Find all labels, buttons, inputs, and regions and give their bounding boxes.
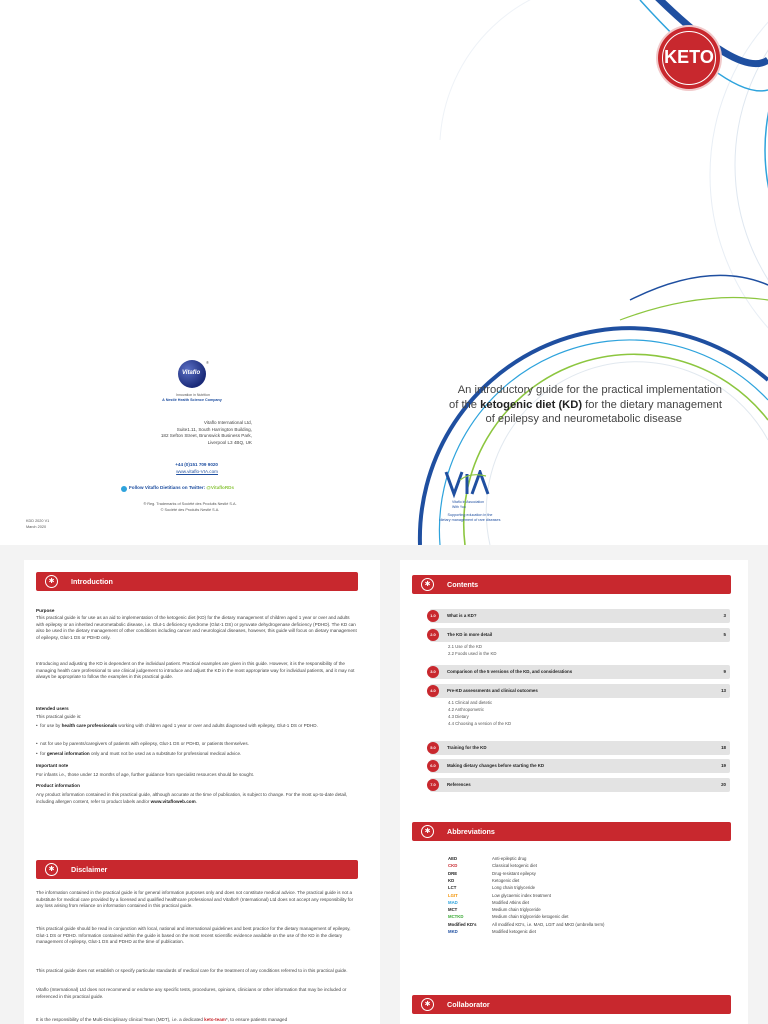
abbreviation-key: LCT <box>448 885 457 891</box>
abbreviation-value: Classical ketogenic diet <box>492 863 537 869</box>
disclaimer-heading: Disclaimer <box>71 865 108 874</box>
users-bullet-1: • for use by health care professionals working with children aged 1 year or over and adults diagnosed with epilepsy, Glut-1 DS or PDHD. <box>36 723 318 728</box>
title-line: An introductory guide for the practical implementation <box>457 384 722 396</box>
abbreviation-row <box>448 906 728 913</box>
disclaimer-p1: The information contained in the practical guide is for general information purposes only and does not constitute medical advice. The practical guide is not a substitute for medical care provided by a licensed and qualified healthcare professional and Vitaflo® (International) Ltd does not accept any responsibility for any loss arising from reliance on information contained in this practical guide. <box>36 890 354 909</box>
abbreviation-key: Modified KD's <box>448 921 477 927</box>
via-sub2: With You <box>452 505 466 509</box>
product-text: Any product information contained in this practical guide, although accurate at the time of publication, is subject to change. For the most up-to-date detail, including allergen content, refer to product labels and/or www.vitafloweb.com. <box>36 792 348 804</box>
phone-number: +44 (0)151 709 9020 <box>175 462 218 467</box>
address-line: Vitaflo International Ltd, <box>203 420 252 425</box>
scale-icon: ✱ <box>421 825 434 838</box>
abbreviation-key: MCTKD <box>448 914 464 920</box>
abbreviation-value: Medium chain triglyceride <box>492 907 541 913</box>
abbreviation-key: MCT <box>448 907 458 913</box>
collaborator-header <box>412 995 731 1014</box>
disclaimer-header <box>36 860 358 879</box>
intro-para2: Introducing and adjusting the KD is dependent on the individual patient. Practical examples are given in this guide. However, it is the responsibility of the managing health care professional to use clinical judgement to introduce and adjust the KD in the most appropriate way for individual patients, and it may not always be appropriate to follow the examples in this practical guide. <box>36 661 355 680</box>
via-sub1: Vitaflo in Association <box>452 500 485 504</box>
purpose-heading: Purpose <box>36 608 55 613</box>
toc-item[interactable]: 1.0 What is a KD? 3 <box>430 609 730 623</box>
title-line: of the ketogenic diet (KD) for the dietary management <box>449 398 722 411</box>
disclaimer-p3: This practical guide does not establish or specify particular standards of medical care for the treatment of any conditions referred to in this practical guide. <box>36 968 348 973</box>
twitter-text: Follow Vitaflo Dietitians on Twitter: <box>129 485 206 490</box>
abbreviation-key: KD <box>448 877 455 883</box>
product-heading: Product information <box>36 783 80 788</box>
cover-title <box>400 383 722 427</box>
abbreviation-row <box>448 870 728 877</box>
toc-subitem[interactable]: 2.1 Use of the KD <box>448 644 482 649</box>
twitter-icon <box>121 486 127 492</box>
contents-heading: Contents <box>447 580 479 589</box>
abbreviation-key: MAD <box>448 899 458 905</box>
abbreviation-value: Modified ketogenic diet <box>492 929 536 934</box>
toc-subitem[interactable]: 2.2 Foods used in the KD <box>448 651 497 656</box>
abbreviation-row <box>448 899 728 906</box>
swoosh-graphic <box>380 0 768 545</box>
users-intro: This practical guide is: <box>36 714 82 719</box>
disclaimer-p4: Vitaflo (International) Ltd does not recommend or endorse any specific tests, procedures, opinions, clinicians or other information that may be included or referenced in this practical guide. <box>36 987 347 999</box>
abbreviation-value: Anti-epileptic drug <box>492 856 527 861</box>
vitaflo-web-link[interactable]: www.vitafloweb.com <box>150 798 196 804</box>
title-line: of epilepsy and neurometabolic disease <box>485 413 682 425</box>
registered-mark: ® <box>206 360 209 365</box>
abbreviation-value: Medium chain triglyceride ketogenic diet <box>492 914 569 920</box>
abbreviation-row <box>448 913 728 920</box>
vitaflo-logo: Vitaflo <box>178 360 206 388</box>
nestle-line: A Nestlé Health Science Company <box>162 398 222 402</box>
introduction-header <box>36 572 358 591</box>
abbreviations-heading: Abbreviations <box>447 827 495 836</box>
keto-badge <box>658 27 720 89</box>
abbreviation-key: LGIT <box>448 892 458 898</box>
users-bullet-3: • for general information only and must not be used as a substitute for professional medical advice. <box>36 751 242 756</box>
introduction-heading: Introduction <box>71 577 113 586</box>
inside-spread <box>0 545 768 1024</box>
abbreviations-header <box>412 822 731 841</box>
abbreviation-row <box>448 928 728 935</box>
note-heading: Important note <box>36 763 69 768</box>
address-line: Liverpool L3 4BQ, UK <box>207 439 252 445</box>
toc-item[interactable]: 4.0 Pre-KD assessments and clinical outcomes 13 <box>430 684 730 698</box>
via-tagline: Supporting education in the dietary management of rare diseases <box>439 513 501 522</box>
collaborator-heading: Collaborator <box>447 1000 490 1009</box>
doc-date: March 2020 <box>26 525 47 529</box>
doc-code: KDD 2020 V1 <box>26 519 50 523</box>
address-line: 182 Sefton Street, Brunswick Business Park, <box>160 433 252 439</box>
address-block <box>110 420 252 446</box>
purpose-text: This practical guide is for use as an aid to implementation of the ketogenic diet (KD) for the dietary management of children aged 1 year or over and adults with epilepsy or an inherited neurometabolic disease, i.e. Glut-1 deficiency syndrome (Glut-1 DS) or pyruvate dehydrogenase deficiency (PDHD). The KD can also be used in the dietary management of other conditions including cancer and neurological diseases, however, this guide will focus on dietary management of epilepsy, Glut-1 DS or PDHD only. <box>36 615 357 641</box>
scale-icon: ✱ <box>421 578 434 591</box>
abbreviation-row <box>448 884 728 891</box>
trademark-2: © Société des Produits Nestlé S.A. <box>160 508 220 512</box>
abbreviation-row <box>448 921 728 928</box>
toc-subitem[interactable]: 4.4 Choosing a version of the KD <box>448 721 512 726</box>
toc-item[interactable]: 6.0 Making dietary changes before starting the KD 19 <box>430 759 730 773</box>
disclaimer-p5: It is the responsibility of the Multi-Disciplinary clinical Team (MDT), i.e. a dedicated keto-team*, to ensure patients managed <box>36 1017 288 1022</box>
trademark-1: ® Reg. Trademarks of Société des Produits Nestlé S.A. <box>143 502 237 506</box>
address-line: Suite1.11, South Harrington Building, <box>176 426 252 432</box>
users-heading: Intended users <box>36 706 69 711</box>
website-link[interactable]: www.vitaflo-VIA.com <box>176 469 218 474</box>
abbreviation-key: MKD <box>448 929 458 934</box>
abbreviation-value: Drug-resistant epilepsy <box>492 870 536 876</box>
abbreviation-row <box>448 877 728 884</box>
abbreviation-value: All modified KD's, i.e. MAD, LGIT and MKD (umbrella term) <box>492 921 605 927</box>
toc-subitem[interactable]: 4.1 Clinical and dietetic <box>448 700 493 705</box>
scale-icon: ✱ <box>421 998 434 1011</box>
toc-item[interactable]: 3.0 Comparison of the 5 versions of the KD, and considerations 9 <box>430 665 730 679</box>
abbreviation-value: Low glycaemic index treatment <box>492 892 551 898</box>
users-bullet-2: • not for use by parents/caregivers of patients with epilepsy, Glut-1 DS or PDHD, or patients themselves. <box>36 741 249 746</box>
abbreviation-value: Ketogenic diet <box>492 877 520 883</box>
twitter-line <box>129 485 234 492</box>
abbreviation-key: AED <box>448 856 458 861</box>
toc-subitem[interactable]: 4.3 Dietary <box>448 714 469 719</box>
abbreviation-key: DRE <box>448 870 458 876</box>
abbreviation-key: CKD <box>448 863 458 869</box>
scale-icon: ✱ <box>45 863 58 876</box>
toc-item[interactable]: 2.0 The KD in more detail 5 <box>430 628 730 642</box>
toc-item[interactable]: 7.0 References 20 <box>430 778 730 792</box>
abbreviation-row <box>448 892 728 899</box>
abbreviation-row <box>448 855 728 862</box>
disclaimer-p2: This practical guide should be read in conjunction with local, national and international guidelines and best practice for the dietary management of epilepsy, Glut-1 DS or PDHD. Information contained within the guide is based on the most recent scientific evidence available on the use of the KD in the dietary management of epilepsy, Glut-1 DS and PDHD at the time of publication. <box>36 926 351 945</box>
twitter-handle[interactable]: @VitafloRDs <box>206 485 235 490</box>
contents-header <box>412 575 731 594</box>
toc-item[interactable]: 5.0 Training for the KD 18 <box>430 741 730 755</box>
abbreviation-value: Modified Atkins diet <box>492 899 530 905</box>
abbreviation-row <box>448 862 728 869</box>
scale-icon: ✱ <box>45 575 58 588</box>
keto-badge-label: KETO <box>664 47 714 67</box>
abbreviation-value: Long chain triglyceride <box>492 885 535 891</box>
via-logo <box>440 470 500 500</box>
note-text: For infants i.e., those under 12 months of age, further guidance from specialist resources should be sought. <box>36 772 255 777</box>
toc-subitem[interactable]: 4.2 Anthropometric <box>448 707 485 712</box>
vitaflo-tagline: Innovation in Nutrition <box>176 393 210 397</box>
